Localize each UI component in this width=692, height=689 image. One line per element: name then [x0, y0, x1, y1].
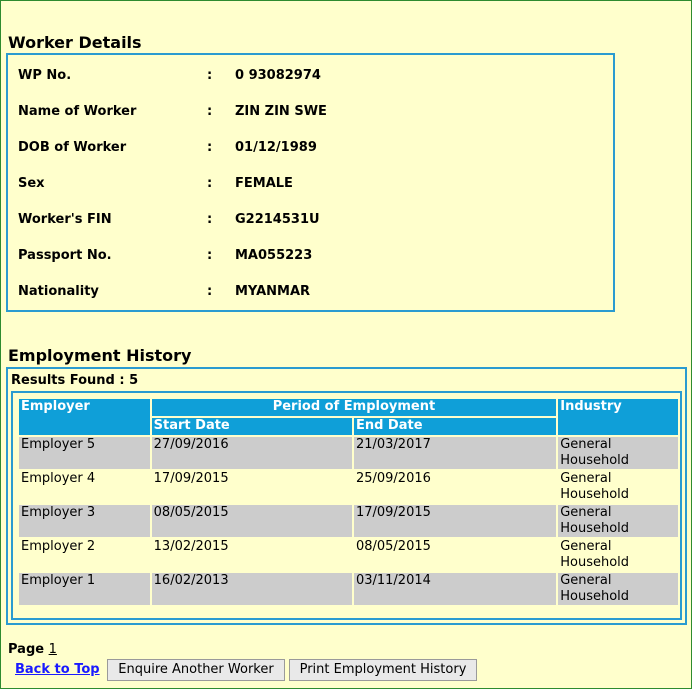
table-row — [19, 573, 678, 605]
employment-table-frame — [11, 391, 682, 620]
wd-colon: : — [207, 176, 213, 191]
pagination — [8, 642, 57, 657]
page-link-1[interactable]: 1 — [48, 642, 57, 657]
industry-line-1: General — [560, 505, 612, 520]
back-to-top-link[interactable]: Back to Top — [15, 662, 100, 677]
industry-line-1: General — [560, 437, 612, 452]
results-found: Results Found : 5 — [11, 373, 139, 388]
wd-value: MA055223 — [235, 248, 313, 263]
wd-label: Passport No. — [18, 248, 112, 263]
table-row — [19, 471, 678, 503]
wd-value: 01/12/1989 — [235, 140, 317, 155]
table-row — [19, 505, 678, 537]
wd-value: 0 93082974 — [235, 68, 321, 83]
employment-history-box — [6, 367, 687, 625]
col-header-employer: Employer — [19, 399, 150, 435]
cell-start-date: 13/02/2015 — [152, 539, 352, 571]
enquire-another-worker-button[interactable]: Enquire Another Worker — [107, 659, 285, 681]
industry-line-1: General — [560, 539, 612, 554]
wd-label: WP No. — [18, 68, 72, 83]
wd-label: Name of Worker — [18, 104, 137, 119]
wd-label: Worker's FIN — [18, 212, 112, 227]
cell-employer: Employer 3 — [19, 505, 150, 537]
industry-line-2: Household — [560, 521, 630, 536]
industry-line-2: Household — [560, 487, 630, 502]
cell-industry — [558, 539, 678, 571]
wd-colon: : — [207, 248, 213, 263]
cell-industry — [558, 437, 678, 469]
industry-line-2: Household — [560, 555, 630, 570]
employment-table — [17, 397, 680, 607]
print-employment-history-button[interactable]: Print Employment History — [289, 659, 477, 681]
wd-value: MYANMAR — [235, 284, 311, 299]
cell-start-date: 08/05/2015 — [152, 505, 352, 537]
table-row — [19, 539, 678, 571]
cell-end-date: 08/05/2015 — [354, 539, 556, 571]
table-row — [19, 437, 678, 469]
cell-end-date: 03/11/2014 — [354, 573, 556, 605]
cell-start-date: 27/09/2016 — [152, 437, 352, 469]
industry-line-2: Household — [560, 589, 630, 604]
wd-colon: : — [207, 140, 213, 155]
wd-value: ZIN ZIN SWE — [235, 104, 327, 119]
wd-colon: : — [207, 104, 213, 119]
cell-industry — [558, 505, 678, 537]
col-header-start-date: Start Date — [152, 418, 352, 435]
cell-end-date: 25/09/2016 — [354, 471, 556, 503]
cell-start-date: 17/09/2015 — [152, 471, 352, 503]
industry-line-1: General — [560, 573, 612, 588]
industry-line-1: General — [560, 471, 612, 486]
cell-employer: Employer 2 — [19, 539, 150, 571]
worker-details-title: Worker Details — [8, 33, 142, 52]
cell-industry — [558, 573, 678, 605]
cell-industry — [558, 471, 678, 503]
wd-colon: : — [207, 68, 213, 83]
wd-label: Nationality — [18, 284, 99, 299]
cell-employer: Employer 1 — [19, 573, 150, 605]
cell-end-date: 21/03/2017 — [354, 437, 556, 469]
page-label: Page — [8, 642, 45, 657]
cell-start-date: 16/02/2013 — [152, 573, 352, 605]
cell-employer: Employer 4 — [19, 471, 150, 503]
wd-colon: : — [207, 212, 213, 227]
cell-employer: Employer 5 — [19, 437, 150, 469]
cell-end-date: 17/09/2015 — [354, 505, 556, 537]
worker-details-box — [6, 53, 615, 312]
col-header-period: Period of Employment — [152, 399, 557, 416]
industry-line-2: Household — [560, 453, 630, 468]
wd-value: G2214531U — [235, 212, 320, 227]
employment-history-title: Employment History — [8, 346, 192, 365]
col-header-industry: Industry — [558, 399, 678, 435]
wd-label: DOB of Worker — [18, 140, 127, 155]
wd-colon: : — [207, 284, 213, 299]
wd-value: FEMALE — [235, 176, 293, 191]
col-header-end-date: End Date — [354, 418, 556, 435]
wd-label: Sex — [18, 176, 45, 191]
